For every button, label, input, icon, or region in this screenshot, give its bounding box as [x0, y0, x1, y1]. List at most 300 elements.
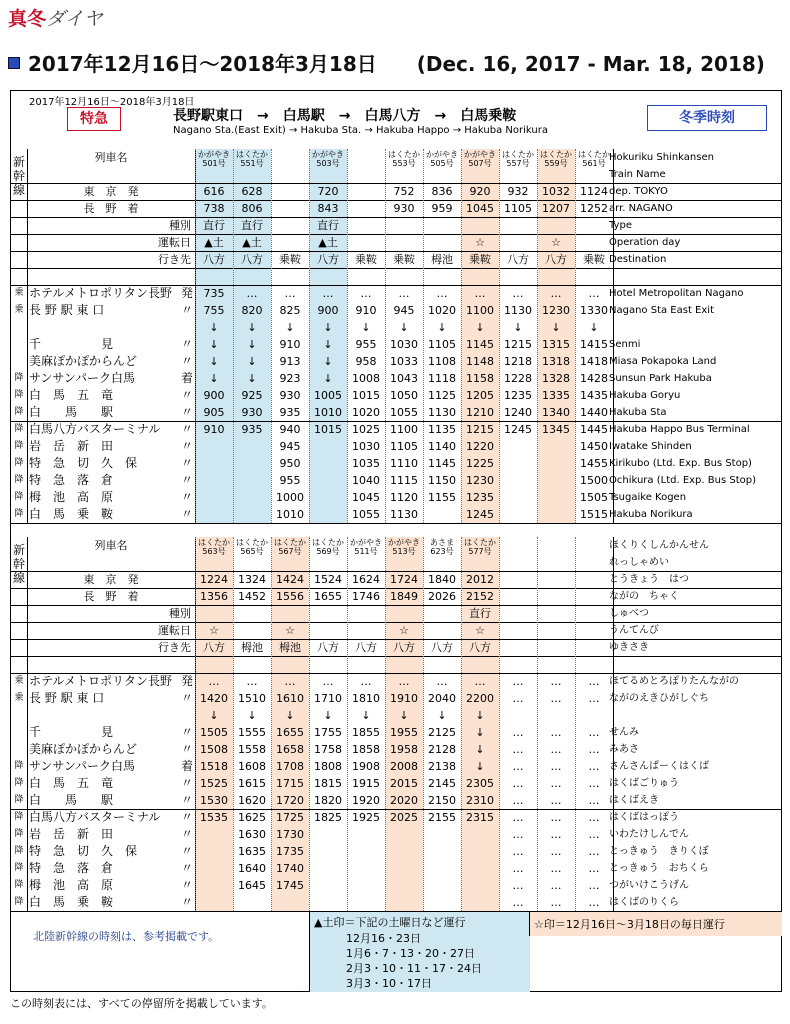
- tokyo-dep-cell: 1840: [428, 573, 456, 586]
- time-cell: 1505: [580, 491, 608, 504]
- nagano-arr-cell: 1045: [466, 202, 494, 215]
- time-cell: ↓: [475, 321, 485, 334]
- station-name: 特 急 落 倉: [29, 861, 114, 875]
- time-cell: ↓: [589, 321, 599, 334]
- station-mark: 〃: [180, 473, 193, 487]
- time-cell: 1428: [580, 372, 608, 385]
- station-name-en: Sunsun Park Hakuba: [609, 373, 712, 384]
- dest-cell: 乗鞍: [355, 253, 377, 266]
- dest-label: 行き先: [158, 641, 191, 654]
- station-name: 白 馬 五 竜: [29, 388, 114, 402]
- time-cell: 2155: [428, 811, 456, 824]
- train-name-cell: かがやき 505号: [426, 150, 458, 168]
- station-name: 白 馬 五 竜: [29, 776, 114, 790]
- tokyo-dep-cell: [271, 183, 309, 200]
- time-cell: [195, 826, 233, 843]
- station-name-en: Hakuba Sta: [609, 407, 667, 418]
- station-name-en: とっきゅう きりくぼ: [609, 846, 709, 857]
- time-cell: …: [588, 760, 600, 773]
- time-cell: …: [588, 862, 600, 875]
- time-cell: 900: [317, 304, 339, 317]
- dest-cell: [575, 639, 613, 656]
- time-cell: 1915: [352, 777, 380, 790]
- time-cell: [309, 506, 347, 523]
- time-cell: 1620: [238, 794, 266, 807]
- grid-line: [537, 537, 538, 911]
- time-cell: …: [436, 287, 448, 300]
- time-cell: 940: [279, 423, 301, 436]
- note-date-line: 1月6・7・13・20・27日: [346, 947, 475, 960]
- time-cell: ↓: [323, 709, 333, 722]
- time-cell: ↓: [323, 338, 333, 351]
- grid-line: [11, 809, 781, 810]
- time-cell: 2125: [428, 726, 456, 739]
- time-cell: 913: [279, 355, 301, 368]
- station-name-cell: [27, 741, 195, 758]
- station-mark: 〃: [180, 422, 193, 436]
- time-cell: …: [512, 692, 524, 705]
- right-header-label: Operation day: [609, 237, 681, 248]
- dest-cell: 栂池: [431, 253, 453, 266]
- train-name-cell: [499, 538, 537, 572]
- dest-cell: 八方: [469, 641, 491, 654]
- grid-line: [613, 149, 614, 523]
- time-cell: …: [550, 828, 562, 841]
- time-cell: ↓: [475, 726, 485, 739]
- dest-cell: 八方: [203, 253, 225, 266]
- station-name-en: とっきゅう おちくら: [609, 863, 709, 874]
- dest-cell: 栂池: [241, 641, 263, 654]
- tokyo-dep-cell: 1524: [314, 573, 342, 586]
- time-cell: 1615: [238, 777, 266, 790]
- station-name-cell: [27, 370, 195, 387]
- time-cell: [461, 894, 499, 911]
- time-cell: [537, 506, 575, 523]
- station-name-en: はくばごりゅう: [609, 778, 679, 789]
- note-daily-box: [529, 912, 782, 936]
- note-shinkansen: 北陸新幹線の時刻は、参考掲載です。: [33, 930, 220, 943]
- time-cell: 1815: [314, 777, 342, 790]
- note-date-line: 2月3・10・11・17・24日: [346, 962, 482, 975]
- time-cell: 1655: [276, 726, 304, 739]
- grid-line: [11, 622, 781, 623]
- opday-cell: [385, 234, 423, 251]
- nagano-arr-cell: 1849: [390, 590, 418, 603]
- nagano-arr-cell: 959: [431, 202, 453, 215]
- station-name-cell: [27, 758, 195, 775]
- time-cell: 1640: [238, 862, 266, 875]
- tokyo-dep-cell: [347, 183, 385, 200]
- time-cell: [347, 860, 385, 877]
- time-cell: …: [550, 726, 562, 739]
- time-cell: 1858: [352, 743, 380, 756]
- board-alight-mark: 降: [14, 846, 24, 856]
- board-alight-mark: 降: [14, 509, 24, 519]
- time-cell: ↓: [209, 372, 219, 385]
- type-cell: [537, 217, 575, 234]
- time-cell: [385, 843, 423, 860]
- dest-cell: 八方: [203, 641, 225, 654]
- grid-line: [11, 251, 781, 252]
- station-name-cell: [27, 336, 195, 353]
- time-cell: [537, 489, 575, 506]
- timetable-section-1: [11, 149, 781, 527]
- station-name-en: Hotel Metropolitan Nagano: [609, 288, 744, 299]
- nagano-arr-cell: [271, 200, 309, 217]
- right-header-label: ゆきさき: [609, 642, 649, 653]
- station-name-en: Hakuba Norikura: [609, 509, 693, 520]
- time-cell: …: [550, 862, 562, 875]
- station-name: サンサンパーク白馬: [29, 759, 135, 773]
- station-mark: 〃: [180, 844, 193, 858]
- grid-line: [385, 149, 386, 523]
- time-cell: …: [512, 760, 524, 773]
- time-cell: 1235: [504, 389, 532, 402]
- station-name-en: せんみ: [609, 727, 639, 738]
- time-cell: [309, 472, 347, 489]
- time-cell: 1808: [314, 760, 342, 773]
- time-cell: 1555: [238, 726, 266, 739]
- title-highlight: 真冬: [8, 8, 47, 30]
- station-name-en: いわたけしんでん: [609, 829, 689, 840]
- time-cell: [537, 707, 575, 724]
- time-cell: 1328: [542, 372, 570, 385]
- time-cell: …: [512, 896, 524, 909]
- train-name-label: 列車名: [94, 539, 128, 552]
- time-cell: 2310: [466, 794, 494, 807]
- station-name-cell: [27, 894, 195, 911]
- board-alight-mark: 乗: [14, 305, 24, 315]
- dest-label: 行き先: [158, 253, 191, 266]
- grid-line: [271, 149, 272, 523]
- time-cell: …: [512, 811, 524, 824]
- station-name-en: ほてるめとろぽりたんながの: [609, 676, 739, 687]
- station-name-cell: [27, 775, 195, 792]
- time-cell: [195, 438, 233, 455]
- board-alight-mark: 降: [14, 795, 24, 805]
- station-name-en: Senmi: [609, 339, 641, 350]
- time-cell: [309, 843, 347, 860]
- time-cell: 1130: [504, 304, 532, 317]
- opday-cell: ☆: [399, 624, 409, 637]
- board-alight-mark: 降: [14, 373, 24, 383]
- time-cell: [537, 438, 575, 455]
- station-mark: 〃: [180, 895, 193, 909]
- station-name-cell: [27, 489, 195, 506]
- opday-cell: ☆: [475, 236, 485, 249]
- grid-line: [537, 149, 538, 523]
- time-cell: 2200: [466, 692, 494, 705]
- grid-line: [233, 149, 234, 523]
- dest-cell: 乗鞍: [279, 253, 301, 266]
- time-cell: ↓: [437, 709, 447, 722]
- note-date-line: 12月16・23日: [346, 932, 421, 945]
- tokyo-dep-cell: 1424: [276, 573, 304, 586]
- dest-cell: [499, 639, 537, 656]
- time-cell: [537, 455, 575, 472]
- right-header-label: Train Name: [609, 169, 666, 180]
- type-cell: [271, 605, 309, 622]
- shinkansen-label: 新幹線: [12, 155, 25, 197]
- board-alight-mark: 降: [14, 390, 24, 400]
- time-cell: 1118: [428, 372, 456, 385]
- station-name-en: Miasa Pokapoka Land: [609, 356, 717, 367]
- period-text-en: (Dec. 16, 2017 - Mar. 18, 2018): [416, 52, 765, 76]
- station-name: 岩 岳 新 田: [29, 827, 114, 841]
- type-cell: [575, 217, 613, 234]
- time-cell: 2138: [428, 760, 456, 773]
- time-cell: ↓: [399, 321, 409, 334]
- station-name-cell: [27, 472, 195, 489]
- type-cell: [499, 217, 537, 234]
- type-cell: [461, 217, 499, 234]
- time-cell: 1440: [580, 406, 608, 419]
- time-cell: 1218: [504, 355, 532, 368]
- time-cell: 1330: [580, 304, 608, 317]
- time-cell: [499, 707, 537, 724]
- time-cell: [385, 826, 423, 843]
- time-cell: ↓: [437, 321, 447, 334]
- timetable-section-2: [11, 537, 781, 912]
- time-cell: 1215: [466, 423, 494, 436]
- time-cell: [309, 489, 347, 506]
- opday-label: 運転日: [158, 236, 191, 249]
- time-cell: 1345: [542, 423, 570, 436]
- station-mark: 〃: [180, 303, 193, 317]
- time-cell: [461, 826, 499, 843]
- time-cell: …: [512, 845, 524, 858]
- time-cell: 1228: [504, 372, 532, 385]
- board-alight-mark: [11, 353, 27, 370]
- station-mark: 〃: [180, 827, 193, 841]
- nagano-arr-cell: 2152: [466, 590, 494, 603]
- tokyo-dep-cell: 920: [469, 185, 491, 198]
- time-cell: …: [550, 811, 562, 824]
- time-cell: ↓: [247, 372, 257, 385]
- dest-cell: 八方: [545, 253, 567, 266]
- time-cell: ↓: [209, 338, 219, 351]
- time-cell: 1758: [314, 743, 342, 756]
- time-cell: 1810: [352, 692, 380, 705]
- time-cell: 935: [241, 423, 263, 436]
- nagano-arr-cell: [347, 200, 385, 217]
- route-title-en: Nagano Sta.(East Exit) → Hakuba Sta. → Hakuba Happo → Hakuba Norikura: [173, 125, 548, 136]
- time-cell: …: [588, 845, 600, 858]
- time-cell: …: [588, 896, 600, 909]
- time-cell: 1135: [428, 423, 456, 436]
- time-cell: [309, 826, 347, 843]
- time-cell: 1455: [580, 457, 608, 470]
- station-name: 千 見: [29, 337, 114, 351]
- time-cell: 1130: [428, 406, 456, 419]
- dest-cell: 乗鞍: [393, 253, 415, 266]
- type-cell: [423, 605, 461, 622]
- type-cell: [537, 605, 575, 622]
- season-badge: 冬季時刻: [647, 105, 767, 131]
- station-mark: 〃: [180, 405, 193, 419]
- train-name-cell: [575, 538, 613, 572]
- time-cell: [195, 489, 233, 506]
- station-name: 白馬八方バスターミナル: [29, 810, 161, 824]
- time-cell: [347, 826, 385, 843]
- time-cell: 1515: [580, 508, 608, 521]
- board-alight-mark: 降: [14, 812, 24, 822]
- time-cell: …: [474, 675, 486, 688]
- right-header-label: うんてんび: [609, 625, 659, 636]
- time-cell: …: [550, 743, 562, 756]
- time-cell: …: [360, 287, 372, 300]
- opday-cell: ☆: [285, 624, 295, 637]
- grid-line: [195, 537, 196, 911]
- station-name-en: はくばはっぽう: [609, 812, 679, 823]
- opday-cell: ▲土: [242, 236, 262, 249]
- train-name-cell: はくたか 557号: [502, 150, 534, 168]
- train-name-cell: かがやき 503号: [312, 150, 344, 168]
- train-name-cell: はくたか 553号: [388, 150, 420, 168]
- station-mark: 〃: [180, 456, 193, 470]
- time-cell: 1725: [276, 811, 304, 824]
- station-name: 長 野 駅 東 口: [29, 303, 105, 317]
- time-cell: 755: [203, 304, 225, 317]
- time-cell: [195, 472, 233, 489]
- board-alight-mark: 降: [14, 897, 24, 907]
- train-name-cell: かがやき 501号: [198, 150, 230, 168]
- time-cell: [575, 707, 613, 724]
- time-cell: 1105: [428, 338, 456, 351]
- nagano-label: 長 野 着: [83, 590, 139, 603]
- nagano-arr-cell: 806: [241, 202, 263, 215]
- board-alight-mark: 降: [14, 492, 24, 502]
- station-name: ホテルメトロポリタン長野: [29, 286, 173, 300]
- time-cell: 2025: [390, 811, 418, 824]
- right-header-label: Destination: [609, 254, 667, 265]
- time-cell: 1955: [390, 726, 418, 739]
- station-mark: 〃: [180, 793, 193, 807]
- nagano-arr-cell: 930: [393, 202, 415, 215]
- title-rest: ダイヤ: [46, 8, 103, 30]
- time-cell: [499, 489, 537, 506]
- type-cell: 直行: [317, 219, 339, 232]
- time-cell: [423, 894, 461, 911]
- station-name-cell: [27, 387, 195, 404]
- time-cell: 900: [203, 389, 225, 402]
- time-cell: 1230: [542, 304, 570, 317]
- time-cell: 2040: [428, 692, 456, 705]
- type-cell: 直行: [203, 219, 225, 232]
- station-name: サンサンパーク白馬: [29, 371, 135, 385]
- opday-cell: [499, 234, 537, 251]
- train-name-cell: [271, 150, 309, 184]
- time-cell: 1450: [580, 440, 608, 453]
- time-cell: 1445: [580, 423, 608, 436]
- board-alight-mark: [11, 741, 27, 758]
- time-cell: [423, 826, 461, 843]
- right-header-label: とうきょう はつ: [609, 574, 689, 585]
- board-alight-mark: 降: [14, 424, 24, 434]
- time-cell: ↓: [551, 321, 561, 334]
- time-cell: 955: [355, 338, 377, 351]
- time-cell: …: [512, 743, 524, 756]
- time-cell: 1318: [542, 355, 570, 368]
- nagano-arr-cell: 1356: [200, 590, 228, 603]
- station-name: 白 馬 駅: [29, 793, 114, 807]
- right-header-label: Hokuriku Shinkansen: [609, 152, 714, 163]
- time-cell: 1008: [352, 372, 380, 385]
- train-name-cell: [347, 150, 385, 184]
- time-cell: 1958: [390, 743, 418, 756]
- time-cell: ↓: [399, 709, 409, 722]
- train-name-cell: はくたか 559号: [540, 150, 572, 168]
- grid-line: [11, 234, 781, 235]
- tokyo-dep-cell: 2012: [466, 573, 494, 586]
- station-mark: 〃: [180, 354, 193, 368]
- footer-note: この時刻表には、すべての停留所を掲載しています。: [10, 997, 273, 1010]
- time-cell: [309, 877, 347, 894]
- time-cell: 1230: [466, 474, 494, 487]
- time-cell: [499, 506, 537, 523]
- time-cell: 1035: [352, 457, 380, 470]
- nagano-arr-cell: 1105: [504, 202, 532, 215]
- station-mark: 〃: [180, 861, 193, 875]
- board-alight-mark: 降: [14, 863, 24, 873]
- station-name-cell: [27, 724, 195, 741]
- note-saturday-box: [309, 912, 530, 992]
- station-name-cell: [27, 690, 195, 707]
- grid-line: [575, 149, 576, 523]
- right-header-label: ほくりくしんかんせん: [609, 540, 709, 551]
- station-mark: 〃: [180, 725, 193, 739]
- time-cell: 1130: [390, 508, 418, 521]
- dest-cell: [537, 639, 575, 656]
- time-cell: 2015: [390, 777, 418, 790]
- opday-cell: [423, 234, 461, 251]
- time-cell: 1635: [238, 845, 266, 858]
- type-cell: [309, 605, 347, 622]
- time-cell: 1055: [352, 508, 380, 521]
- time-cell: 1010: [276, 508, 304, 521]
- time-cell: 1715: [276, 777, 304, 790]
- time-cell: 1210: [466, 406, 494, 419]
- note-saturday-title: ▲土印＝下記の土曜日など運行: [314, 916, 466, 929]
- grid-line: [11, 421, 781, 422]
- time-cell: …: [284, 675, 296, 688]
- time-cell: …: [550, 675, 562, 688]
- station-name-cell: [27, 707, 195, 724]
- time-cell: [385, 894, 423, 911]
- time-cell: [233, 894, 271, 911]
- page-header-title: [8, 4, 103, 31]
- time-cell: 923: [279, 372, 301, 385]
- route-title: 長野駅東口 → 白馬駅 → 白馬八方 → 白馬乗鞍: [173, 108, 517, 124]
- grid-line: [11, 217, 781, 218]
- station-mark: 〃: [180, 388, 193, 402]
- nagano-arr-cell: 2026: [428, 590, 456, 603]
- time-cell: ↓: [361, 321, 371, 334]
- nagano-arr-cell: 1746: [352, 590, 380, 603]
- station-name: 白 馬 駅: [29, 405, 114, 419]
- time-cell: …: [474, 287, 486, 300]
- time-cell: 1920: [352, 794, 380, 807]
- station-name-cell: [27, 673, 195, 690]
- time-cell: 1025: [352, 423, 380, 436]
- station-name-en: Hakuba Happo Bus Terminal: [609, 424, 750, 435]
- type-cell: [385, 217, 423, 234]
- right-header-label: しゅべつ: [609, 608, 649, 619]
- time-cell: 1535: [200, 811, 228, 824]
- time-cell: 1820: [314, 794, 342, 807]
- time-cell: 1020: [428, 304, 456, 317]
- express-badge: 特急: [67, 107, 121, 131]
